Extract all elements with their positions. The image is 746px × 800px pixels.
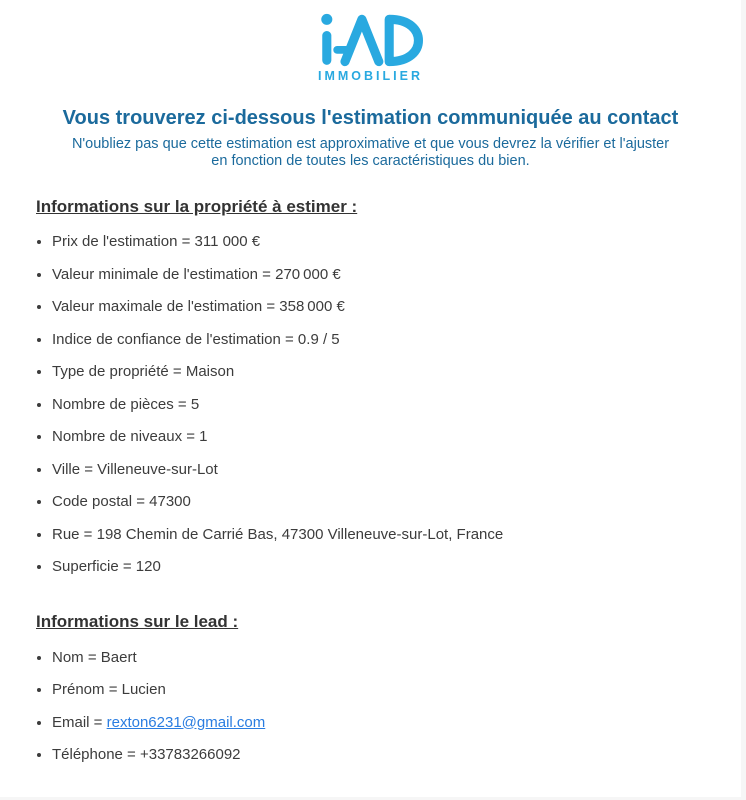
page-subtitle-line2: en fonction de toutes les caractéristiques du bien. — [211, 153, 530, 170]
property-item-levels: • Nombre de niveaux = 1 — [52, 428, 741, 446]
property-item-max-value: • Valeur maximale de l'estimation = 358 000 € — [52, 298, 741, 316]
property-item-confidence: • Indice de confiance de l'estimation = 0.9 / 5 — [52, 331, 741, 349]
iad-logo-mark — [319, 12, 423, 67]
lead-list — [0, 649, 741, 765]
property-item-street: • Rue = 198 Chemin de Carrié Bas, 47300 Villeneuve-sur-Lot, France — [52, 526, 741, 544]
property-item-min-value: • Valeur minimale de l'estimation = 270 000 € — [52, 266, 741, 284]
lead-item-email — [52, 714, 741, 732]
property-item-type: • Type de propriété = Maison — [52, 363, 741, 381]
property-item-city: • Ville = Villeneuve-sur-Lot — [52, 461, 741, 479]
email-label: Email = — [52, 713, 107, 731]
email-link[interactable]: rexton6231@gmail.com — [106, 713, 266, 731]
iad-logo-subtitle: IMMOBILIER — [318, 69, 423, 83]
property-item-rooms: • Nombre de pièces = 5 — [52, 396, 741, 414]
lead-item-prenom: • Prénom = Lucien — [52, 681, 741, 699]
page-subtitle-line1: N'oubliez pas que cette estimation est approximative et que vous devrez la vérifier et l'ajuster — [71, 136, 670, 152]
lead-item-nom: • Nom = Baert — [52, 649, 741, 667]
property-item-postal-code: • Code postal = 47300 — [52, 493, 741, 511]
property-list — [0, 233, 741, 576]
page-subtitle — [0, 136, 741, 171]
property-item-area: • Superficie = 120 — [52, 558, 741, 576]
section-heading-lead: Informations sur le lead : — [36, 612, 239, 632]
iad-logo — [0, 0, 741, 83]
lead-item-telephone: • Téléphone = +33783266092 — [52, 746, 741, 764]
property-item-price: • Prix de l'estimation = 311 000 € — [52, 233, 741, 251]
page-title: Vous trouverez ci-dessous l'estimation communiquée au contact — [62, 107, 679, 129]
section-heading-property: Informations sur la propriété à estimer : — [36, 196, 358, 216]
